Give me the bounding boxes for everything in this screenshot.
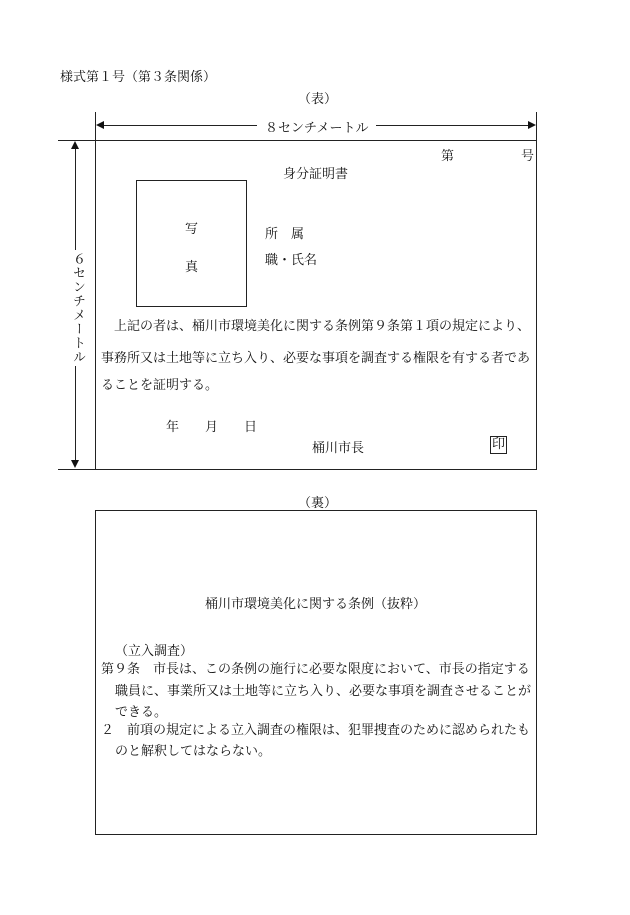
article-line-1: 第９条 市長は、この条例の施行に必要な限度において、市長の指定する (101, 662, 530, 677)
number-suffix: 号 (521, 149, 535, 164)
back-label: （裏） (298, 496, 338, 511)
width-arrow-right-icon (528, 121, 536, 129)
body-line-3: ることを証明する。 (101, 378, 219, 393)
height-arrow-up-icon (71, 141, 79, 149)
photo-char-1: 写 (185, 222, 199, 237)
seal-mark: 印 (492, 437, 506, 452)
back-title: 桶川市環境美化に関する条例（抜粋） (205, 597, 427, 612)
clause-line-2: のと解釈してはならない。 (115, 744, 272, 759)
name-label: 職・氏名 (265, 253, 318, 268)
clause-line-1: ２ 前項の規定による立入調査の権限は、犯罪捜査のために認められたも (101, 723, 531, 738)
card-title: 身分証明書 (283, 167, 349, 182)
width-arrow-left-icon (96, 121, 104, 129)
number-label: 第 (441, 149, 455, 164)
front-label: （表） (298, 92, 338, 107)
form-title: 様式第１号（第３条関係） (60, 70, 217, 85)
height-arrow-down-icon (71, 460, 79, 468)
date-label: 年 月 日 (166, 420, 258, 435)
height-dim-label: ６センチメートル (70, 252, 85, 364)
body-line-2: 事務所又は土地等に立ち入り、必要な事項を調査する権限を有する者であ (101, 351, 531, 366)
article-line-3: できる。 (115, 705, 168, 720)
height-dim-tick-bottom (58, 469, 96, 470)
affiliation-label: 所 属 (265, 227, 305, 242)
body-line-1: 上記の者は、桶川市環境美化に関する条例第９条第１項の規定により、 (114, 319, 531, 334)
article-caption: （立入調査） (115, 644, 194, 659)
width-dim-label: ８センチメートル (257, 117, 376, 136)
issuer-name: 桶川市長 (312, 441, 365, 456)
photo-char-2: 真 (185, 260, 199, 275)
width-dim-tick-right (536, 112, 537, 140)
article-line-2: 職員に、事業所又は土地等に立ち入り、必要な事項を調査させることが (115, 684, 532, 699)
photo-box (136, 180, 247, 307)
